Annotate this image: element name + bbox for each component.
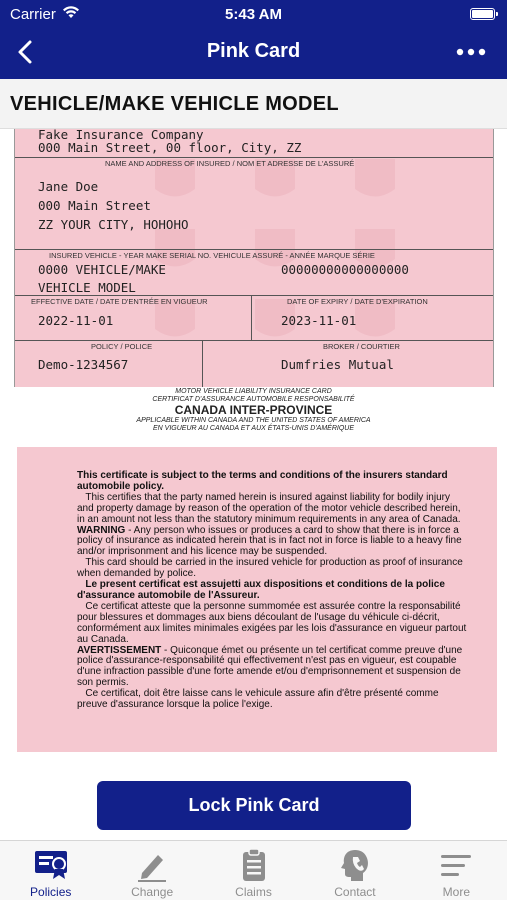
terms-heading-en: This certificate is subject to the terms and conditions of the insurers standard automobile policy. (77, 470, 448, 492)
divider (15, 295, 493, 296)
broker-name: Dumfries Mutual (281, 357, 394, 372)
terms-body-fr: Ce certificat atteste que la personne summomée est assurée contre la responsabilité pour blessures et dommages aux biens découlant de l'usage du véhicule ci-décrit, conformément aux limites minimales exigées par les lois d'assurance en vigueur partout au Canada. (77, 600, 467, 645)
policy-certificate-icon (33, 847, 69, 883)
tab-claims[interactable] (203, 841, 304, 900)
effective-date-label: EFFECTIVE DATE / DATE D'ENTRÉE EN VIGUEUR (31, 297, 208, 306)
divider (202, 340, 203, 387)
battery-icon (470, 8, 495, 20)
app-header (0, 0, 507, 79)
terms-warning-label-fr: AVERTISSEMENT (77, 644, 162, 656)
pink-card-terms (17, 447, 497, 752)
footer-line: EN VIGUEUR AU CANADA ET AUX ÉTATS-UNIS D'AMÉRIQUE (153, 425, 354, 432)
effective-date: 2022-11-01 (38, 313, 114, 328)
tab-label: Policies (30, 885, 72, 899)
carrier-label: Carrier (10, 6, 56, 23)
tab-change[interactable] (101, 841, 202, 900)
footer-line: MOTOR VEHICLE LIABILITY INSURANCE CARD (175, 388, 332, 395)
page-title: Pink Card (206, 40, 301, 62)
pink-card (14, 129, 494, 387)
insurer-name: Fake Insurance Company (38, 129, 204, 142)
vehicle-section-title: VEHICLE/MAKE VEHICLE MODEL (0, 79, 507, 129)
terms-heading-fr: Le present certificat est assujetti aux dispositions et conditions de la police d'assurance automobile de l'Assureur. (77, 579, 445, 601)
terms-warning-en: - Any person who issues or produces a card to show that there is in force a policy of insurance as indicated herein that is in fact not in force is liable to a heavy fine and/or imprisonment and his licence may be suspended. (77, 524, 462, 558)
terms-warning-label: WARNING (77, 524, 126, 536)
terms-warning-fr: - Quiconque émet ou présente un tel certificat comme preuve d'une police d'assurance-responsabilité qui effectivement n'est pas en vigueur, est coupable d'une infraction passible d'une forte amende et/ou d'emprisonnement et suspension de son permis. (77, 644, 463, 689)
policy-label: POLICY / POLICE (91, 342, 153, 351)
expiry-date-label: DATE OF EXPIRY / DATE D'EXPIRATION (287, 297, 428, 306)
divider (251, 295, 252, 340)
vehicle-serial: 00000000000000000 (281, 262, 409, 277)
terms-body-en: This certifies that the party named herein is insured against liability for bodily injury and property damage by reason of the operation of the motor vehicle described herein, in an amount not less than the statutory minimum requirements in any area of Canada. (77, 491, 461, 525)
tab-label: More (442, 885, 470, 899)
more-options-icon[interactable] (455, 42, 487, 62)
tab-label: Change (131, 885, 174, 899)
tab-contact[interactable] (304, 841, 405, 900)
terms-carry-fr: Ce certificat, doit être laisse cans le vehicule assure afin d'être présenté comme preuve d'assurance lorsque la police l'exige. (77, 688, 439, 711)
footer-title: CANADA INTER-PROVINCE (174, 403, 333, 417)
pencil-icon (134, 847, 170, 883)
divider (15, 340, 493, 341)
tab-more[interactable] (406, 841, 507, 900)
divider (15, 249, 493, 250)
vehicle-make: 0000 VEHICLE/MAKE (38, 262, 166, 277)
policy-number: Demo-1234567 (38, 357, 129, 372)
card-footer (0, 388, 507, 433)
head-phone-icon (337, 847, 373, 883)
expiry-date: 2023-11-01 (281, 313, 357, 328)
insured-name: Jane Doe (38, 179, 99, 194)
insured-street: 000 Main Street (38, 198, 151, 213)
status-time: 5:43 AM (225, 6, 282, 23)
terms-carry-en: This card should be carried in the insured vehicle for production as proof of insurance when demanded by police. (77, 557, 463, 580)
broker-label: BROKER / COURTIER (323, 342, 400, 351)
footer-line: CERTIFICAT D'ASSURANCE AUTOMOBILE RESPONSABILITÉ (152, 396, 355, 403)
divider (15, 157, 493, 158)
status-bar (0, 4, 507, 24)
insured-city: ZZ YOUR CITY, HOHOHO (38, 217, 189, 232)
vehicle-model: VEHICLE MODEL (38, 280, 136, 295)
tab-policies[interactable] (0, 841, 101, 900)
insured-label: NAME AND ADDRESS OF INSURED / NOM ET ADRESSE DE L'ASSURÉ (105, 159, 355, 168)
footer-line: APPLICABLE WITHIN CANADA AND THE UNITED STATES OF AMERICA (136, 417, 371, 424)
lock-pink-card-button[interactable]: Lock Pink Card (97, 781, 411, 830)
vehicle-label: INSURED VEHICLE - YEAR MAKE SERIAL NO. VEHICULE ASSURÉ - ANNÉE MARQUE SÉRIE (49, 251, 375, 260)
clipboard-icon (236, 847, 272, 883)
menu-lines-icon (438, 847, 474, 883)
tab-label: Claims (235, 885, 272, 899)
tab-bar (0, 840, 507, 900)
insurer-address: 000 Main Street, 00 floor, City, ZZ (38, 140, 302, 155)
tab-label: Contact (334, 885, 376, 899)
